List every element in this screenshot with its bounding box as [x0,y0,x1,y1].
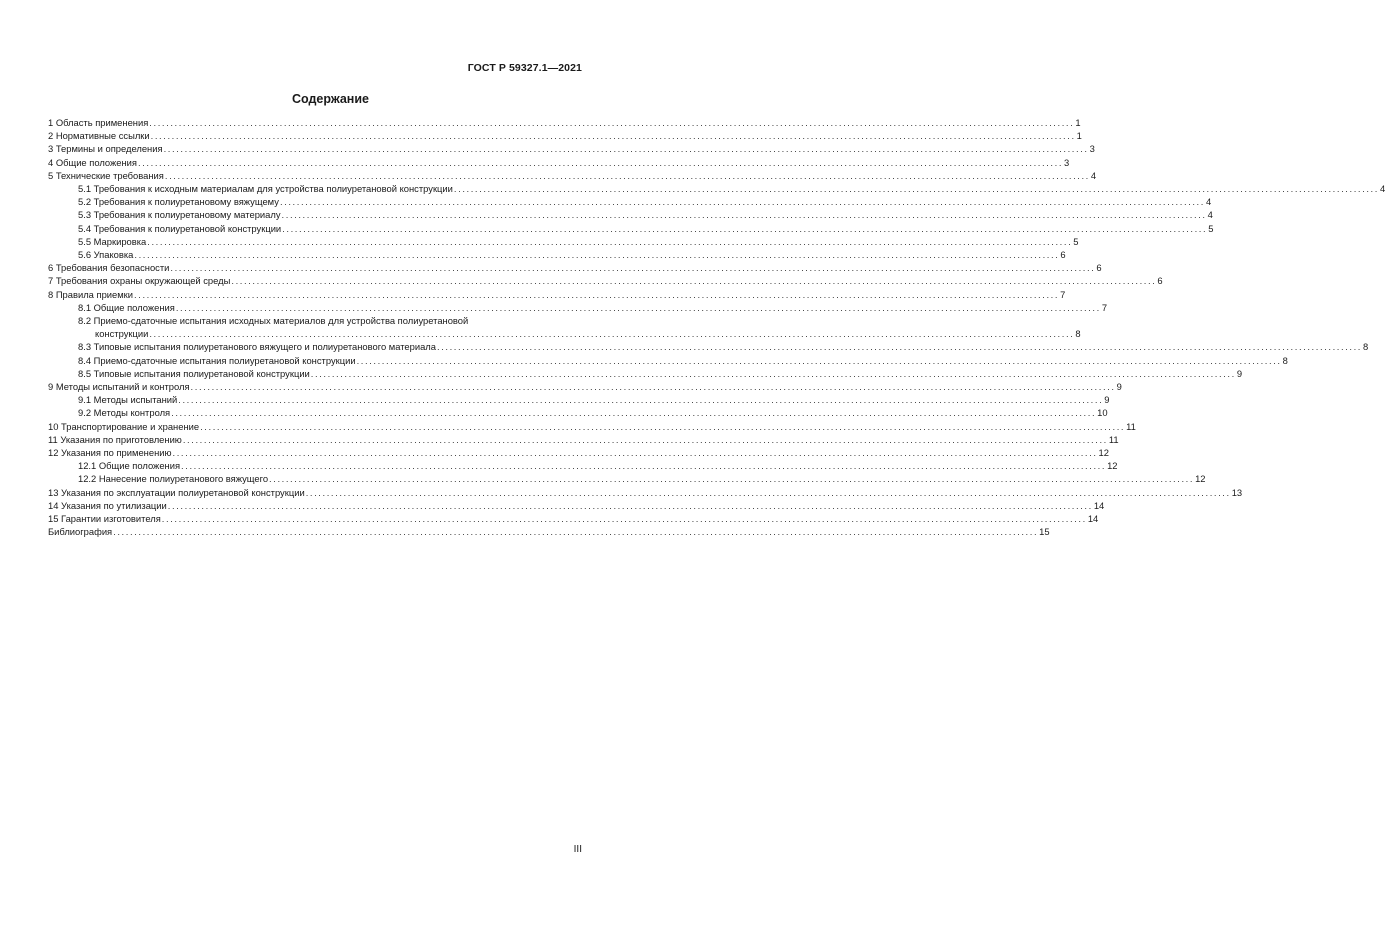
toc-entry[interactable] [48,393,1110,406]
toc-entry-page: 8 [1363,341,1369,353]
page-number: III [573,844,582,855]
toc-entry-page: 13 [1231,486,1243,498]
toc-entry-label: 8.3 Типовые испытания полиуретанового вяжущего и полиуретанового материала [78,341,436,353]
toc-dot-leader: ............................................................................................................................................................................................................................ [113,526,1039,538]
toc-dot-leader: ............................................................................................................................................................................................................................ [279,196,1205,208]
toc-entry[interactable] [48,182,1385,195]
toc-dot-leader: ............................................................................................................................................................................................................................ [170,262,1096,274]
toc-dot-leader: ............................................................................................................................................................................................................................ [182,433,1108,445]
toc-entry[interactable] [48,472,1206,485]
toc-entry[interactable] [48,380,1122,393]
toc-entry-label: 8 Правила приемки [48,288,134,300]
toc-entry-page: 15 [1039,526,1050,538]
toc-entry-label: 8.5 Типовые испытания полиуретановой конструкции [78,367,310,379]
toc-entry-label: 1 Область применения [48,117,149,128]
toc-entry-page: 6 [1060,249,1066,261]
toc-entry-label-continued: конструкции [95,328,149,340]
toc-entry[interactable] [48,261,1102,274]
toc-dot-leader: ............................................................................................................................................................................................................................ [167,499,1093,511]
toc-entry-label: 13 Указания по эксплуатации полиуретановой конструкции [48,486,305,498]
toc-entry-label: 14 Указания по утилизации [48,499,167,511]
toc-dot-leader: ............................................................................................................................................................................................................................ [231,275,1157,287]
toc-dot-leader: ............................................................................................................................................................................................................................ [138,156,1064,168]
toc-entry[interactable] [48,525,1050,538]
toc-entry-label: 9.2 Методы контроля [78,407,171,419]
toc-entry-label: 2 Нормативные ссылки [48,130,150,142]
toc-entry-page: 5 [1073,235,1079,247]
toc-entry-page: 5 [1208,222,1214,234]
toc-entry[interactable] [48,314,1081,340]
toc-entry-page: 11 [1108,433,1119,445]
toc-entry-page: 6 [1157,275,1163,287]
toc-entry-page: 14 [1087,513,1099,525]
toc-entry[interactable] [48,195,1212,208]
toc-entry-page: 7 [1060,288,1066,300]
toc-entry[interactable] [48,274,1163,287]
toc-entry-page: 7 [1101,301,1108,313]
toc-entry-page: 4 [1205,196,1212,208]
toc-entry[interactable] [48,459,1118,472]
toc-entry-page: 12 [1107,460,1118,472]
toc-entry-page: 8 [1282,354,1288,366]
toc-entry[interactable] [48,235,1079,248]
toc-entry-label: 5.6 Упаковка [78,249,134,261]
toc-entry-page: 6 [1096,262,1102,274]
toc-entry-label: 3 Термины и определения [48,143,163,155]
toc-dot-leader: ............................................................................................................................................................................................................................ [310,367,1236,379]
toc-entry-label: Библиография [48,526,113,538]
toc-dot-leader: ............................................................................................................................................................................................................................ [149,328,1075,340]
toc-entry[interactable] [48,433,1119,446]
toc-entry-page: 11 [1126,420,1136,432]
toc-entry[interactable] [48,420,1136,433]
toc-entry[interactable] [48,512,1099,525]
toc-dot-leader: ............................................................................................................................................................................................................................ [305,486,1231,498]
toc-dot-leader: ............................................................................................................................................................................................................................ [436,341,1363,353]
toc-entry-page: 4 [1379,183,1385,195]
toc-entry-label: 5.5 Маркировка [78,235,147,247]
toc-entry-page: 10 [1097,407,1108,419]
toc-entry-label: 9 Методы испытаний и контроля [48,381,190,393]
toc-entry-page: 8 [1075,328,1081,340]
toc-entry[interactable] [48,248,1066,261]
toc-entry-label: 5.4 Требования к полиуретановой конструкции [78,222,282,234]
toc-dot-leader: ............................................................................................................................................................................................................................ [200,420,1126,432]
toc-dot-leader: ............................................................................................................................................................................................................................ [147,235,1073,247]
toc-entry-label: 9.1 Методы испытаний [78,394,178,406]
toc-entry-label: 5.1 Требования к исходным материалам для устройства полиуретановой конструкции [78,183,453,195]
toc-entry[interactable] [48,222,1214,235]
toc-entry-label: 6 Требования безопасности [48,262,170,274]
toc-dot-leader: ............................................................................................................................................................................................................................ [178,394,1104,406]
toc-entry-page: 14 [1093,499,1105,511]
toc-entry-page: 4 [1090,169,1097,181]
toc-entry-label: 12 Указания по применению [48,447,172,459]
document-code: ГОСТ Р 59327.1—2021 [467,62,582,74]
toc-entry[interactable] [48,486,1243,499]
toc-entry-label: 8.2 Приемо-сдаточные испытания исходных материалов для устройства полиуретановой [78,315,469,327]
toc-dot-leader: ............................................................................................................................................................................................................................ [453,183,1379,195]
toc-entry-label: 10 Транспортирование и хранение [48,420,200,432]
toc-entry-page: 3 [1089,143,1095,155]
toc-dot-leader: ............................................................................................................................................................................................................................ [134,249,1060,261]
toc-dot-leader: ............................................................................................................................................................................................................................ [281,209,1207,221]
toc-dot-leader: ............................................................................................................................................................................................................................ [269,473,1195,485]
toc-dot-leader: ............................................................................................................................................................................................................................ [150,130,1076,142]
toc-dot-leader: ............................................................................................................................................................................................................................ [356,354,1282,366]
toc-dot-leader: ............................................................................................................................................................................................................................ [171,407,1097,419]
toc-entry[interactable] [48,301,1108,314]
toc-entry-page: 9 [1104,394,1110,406]
toc-entry[interactable] [48,156,1070,169]
toc-dot-leader: ............................................................................................................................................................................................................................ [181,460,1107,472]
toc-entry-label: 8.1 Общие положения [78,301,175,313]
toc-dot-leader: ............................................................................................................................................................................................................................ [282,222,1208,234]
toc-entry[interactable] [48,129,1082,142]
toc-entry-page: 9 [1116,381,1122,393]
toc-entry-page: 1 [1075,117,1081,128]
toc-entry[interactable] [48,116,1081,129]
toc-entry[interactable] [48,499,1105,512]
toc-entry-label: 5.2 Требования к полиуретановому вяжущему [78,196,279,208]
toc-dot-leader: ............................................................................................................................................................................................................................ [161,513,1087,525]
toc-dot-leader: ............................................................................................................................................................................................................................ [175,301,1101,313]
toc-entry-label: 7 Требования охраны окружающей среды [48,275,231,287]
toc-entry[interactable] [48,367,1243,380]
toc-entry-label: 15 Гарантии изготовителя [48,513,161,525]
toc-dot-leader: ............................................................................................................................................................................................................................ [134,288,1060,300]
toc-entry[interactable] [48,169,1097,182]
toc-entry-label: 4 Общие положения [48,156,137,168]
table-of-contents [48,116,1385,539]
toc-entry-page: 4 [1207,209,1213,221]
toc-entry-label: 5 Технические требования [48,169,164,181]
toc-entry-label: 11 Указания по приготовлению [48,433,182,445]
toc-entry-page: 12 [1195,473,1206,485]
toc-entry[interactable] [48,288,1066,301]
toc-entry[interactable] [48,142,1095,155]
toc-dot-leader: ............................................................................................................................................................................................................................ [163,143,1089,155]
toc-title: Содержание [291,92,369,106]
toc-entry-page: 9 [1236,367,1243,379]
toc-entry-label: 5.3 Требования к полиуретановому материалу [78,209,281,221]
toc-entry-label: 12.2 Нанесение полиуретанового вяжущего [78,473,269,485]
toc-entry-label: 12.1 Общие положения [78,460,181,472]
toc-entry-page: 1 [1076,130,1082,142]
toc-dot-leader: ............................................................................................................................................................................................................................ [190,381,1116,393]
toc-entry[interactable] [48,446,1109,459]
toc-entry-page: 3 [1064,156,1070,168]
toc-dot-leader: ............................................................................................................................................................................................................................ [164,169,1090,181]
toc-entry-page: 12 [1098,447,1109,459]
toc-dot-leader: ............................................................................................................................................................................................................................ [149,117,1075,128]
toc-entry[interactable] [48,208,1213,221]
toc-entry[interactable] [48,340,1369,353]
toc-entry-label: 8.4 Приемо-сдаточные испытания полиуретановой конструкции [78,354,356,366]
toc-entry[interactable] [48,406,1108,419]
toc-entry[interactable] [48,354,1288,367]
toc-dot-leader: ............................................................................................................................................................................................................................ [172,447,1098,459]
